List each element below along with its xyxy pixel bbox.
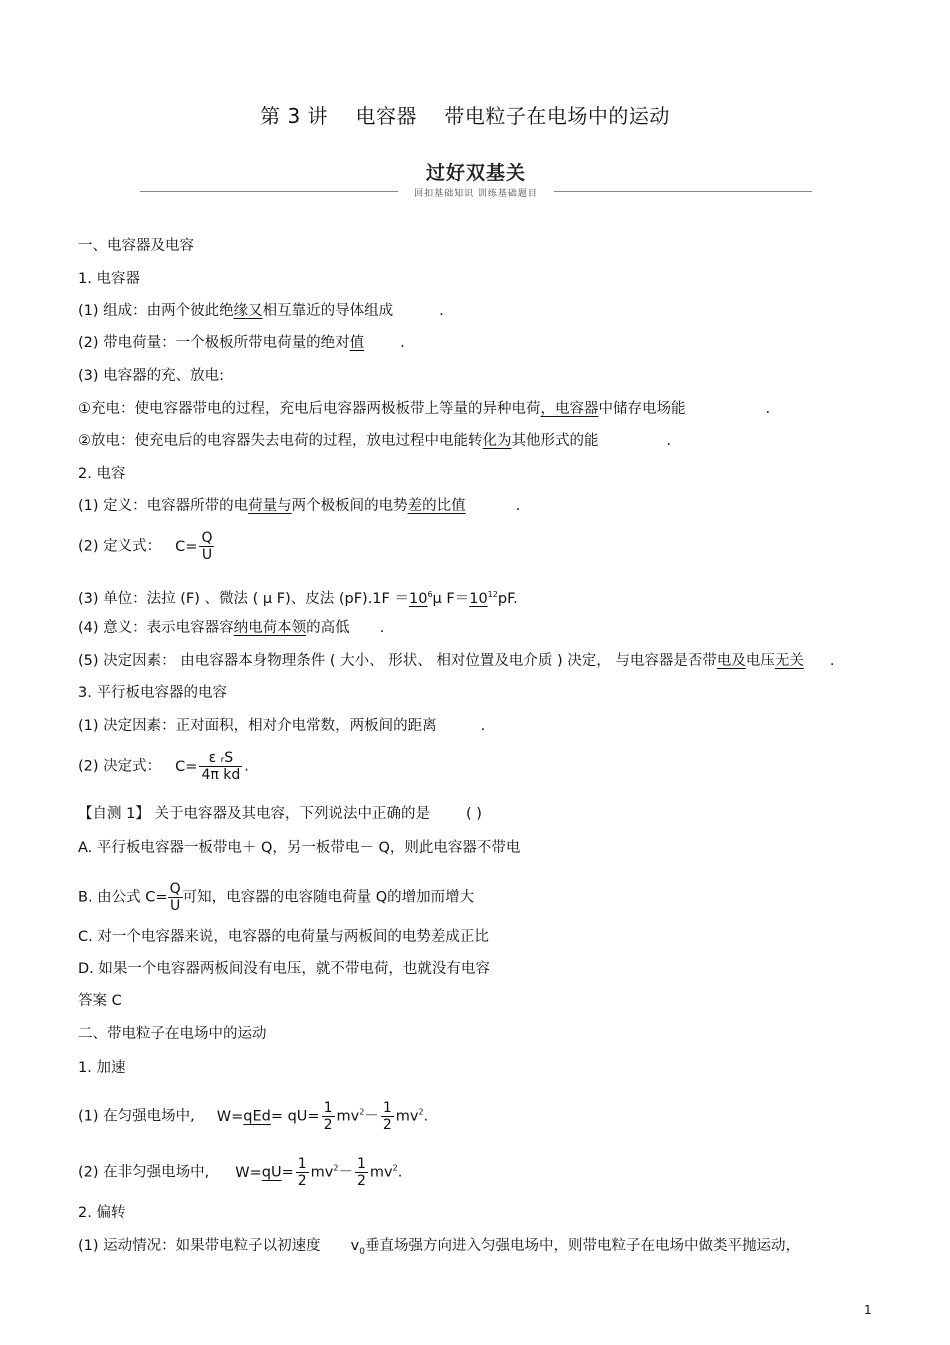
subheading-parallel-plate: [78, 683, 227, 703]
formula-text: －: [338, 1164, 353, 1181]
blank-answer: 缘又: [233, 303, 263, 319]
fraction: [322, 1100, 335, 1133]
fraction: [296, 1156, 309, 1189]
answer-line: [78, 991, 122, 1011]
text: .: [829, 653, 835, 669]
text: 垂直场强方向进入匀强电场中，则带电粒子在电场中做类平抛运动，: [364, 1238, 800, 1254]
blank-answer: qEd: [243, 1108, 271, 1125]
blank-answer: 10: [469, 590, 488, 607]
page-number: 1: [864, 1303, 872, 1317]
formula-text: W=: [235, 1164, 262, 1181]
fraction: [381, 1100, 394, 1133]
text: (5) 决定因素： 由电容器本身物理条件 ( 大小、 形状、 相对位置及电介质 ) 决定， 与电容器是否带: [78, 653, 717, 669]
blank-answer: 无关: [774, 653, 804, 669]
text: 1. 加速: [78, 1060, 126, 1076]
item-charge-discharge: [78, 366, 224, 386]
item-units: [78, 585, 518, 609]
fraction: [355, 1156, 368, 1189]
item-motion: [78, 1236, 800, 1262]
subheading-deflection: [78, 1203, 125, 1223]
item-parallel-formula: [78, 750, 249, 783]
formula-text: v: [350, 1238, 360, 1254]
section-heading-1: [78, 236, 194, 256]
text: 1. 电容器: [78, 271, 140, 287]
item-discharging: [78, 431, 671, 451]
blank-answer: 荷量与: [248, 498, 292, 514]
exponent: 6: [427, 590, 433, 599]
fraction: [199, 530, 214, 563]
text: pF.: [497, 590, 518, 607]
text: 的高低: [306, 620, 350, 636]
text: 相互靠近的导体组成: [262, 303, 394, 319]
text: (1) 在匀强电场中,: [78, 1108, 195, 1125]
text: 两个极板间的电势: [291, 498, 408, 514]
numerator: 1: [382, 1100, 392, 1116]
formula-text: mv: [310, 1164, 334, 1181]
text: .: [515, 498, 521, 514]
option-b: [78, 881, 474, 914]
text: (2) 定义式：: [78, 538, 162, 555]
subheading-acceleration: [78, 1058, 125, 1078]
text: (1) 决定因素：正对面积，相对介电常数，两板间的距离: [78, 718, 437, 734]
text: (2) 在非匀强电场中,: [78, 1164, 210, 1181]
text: (2) 决定式：: [78, 758, 162, 775]
formula-text: C=: [175, 758, 198, 775]
denominator: 2: [297, 1173, 307, 1189]
item-meaning: [78, 618, 384, 638]
item-nonuniform-field: [78, 1156, 402, 1189]
text: 二、带电粒子在电场中的运动: [78, 1026, 267, 1042]
text: A. 平行板电容器一板带电＋ Q，另一板带电－ Q，则此电容器不带电: [78, 840, 521, 856]
item-composition: [78, 301, 444, 321]
formula-text: mv: [369, 1164, 393, 1181]
exponent: 2: [418, 1107, 424, 1117]
text: (1) 定义：电容器所带的电: [78, 498, 249, 514]
item-parallel-factors: [78, 716, 485, 736]
item-uniform-field: [78, 1100, 428, 1133]
text: C. 对一个电容器来说，电容器的电荷量与两板间的电势差成正比: [78, 929, 489, 945]
numerator: 1: [356, 1156, 366, 1172]
blank-answer: 电及: [716, 653, 746, 669]
text: .: [480, 718, 486, 734]
blank-answer: ，电容器: [540, 401, 599, 417]
section-banner: [140, 158, 812, 200]
text: .: [244, 758, 249, 775]
numerator: ε ᵣS: [208, 750, 234, 766]
blank-answer: qU: [261, 1164, 282, 1181]
denominator: 2: [382, 1117, 392, 1133]
formula-text: C=: [175, 538, 198, 555]
numerator: 1: [323, 1100, 333, 1116]
item-definition-formula: [78, 530, 216, 563]
page-title: 第 3 讲 电容器 带电粒子在电场中的运动: [260, 104, 670, 128]
subscript: 0: [359, 1246, 365, 1257]
numerator: Q: [169, 881, 181, 897]
denominator: U: [199, 546, 214, 563]
text: (2) 带电荷量：一个极板所带电荷量的绝对: [78, 335, 350, 351]
numerator: 1: [297, 1156, 307, 1172]
denominator: 2: [356, 1173, 366, 1189]
text: (4) 意义：表示电容器容: [78, 620, 234, 636]
denominator: 2: [323, 1117, 333, 1133]
numerator: Q: [201, 530, 213, 546]
formula-text: mv: [395, 1108, 419, 1125]
formula-text: mv: [336, 1108, 360, 1125]
option-d: [78, 959, 490, 979]
text: 2. 偏转: [78, 1205, 126, 1221]
text: D. 如果一个电容器两板间没有电压，就不带电荷，也就没有电容: [78, 961, 490, 977]
text: ①充电：使电容器带电的过程，充电后电容器两极板带上等量的异种电荷: [78, 401, 541, 417]
text: .: [379, 620, 385, 636]
formula-text: .: [397, 1164, 403, 1181]
subheading-capacitance: [78, 464, 125, 484]
text: 一、电容器及电容: [78, 238, 194, 254]
formula-text: －: [364, 1108, 379, 1125]
banner-heading: 过好双基关: [425, 162, 526, 184]
blank-answer: 化为: [482, 433, 512, 449]
formula-text: W=: [216, 1108, 244, 1125]
text: 电压: [745, 653, 775, 669]
option-c: [78, 927, 489, 947]
text: (1) 运动情况：如果带电粒子以初速度: [78, 1238, 321, 1254]
text: .: [400, 335, 405, 351]
question-stem: [78, 804, 482, 824]
text: .: [439, 303, 444, 319]
exponent: 12: [487, 590, 498, 599]
exponent: 2: [333, 1163, 339, 1173]
exponent: 2: [392, 1163, 398, 1173]
text: .: [666, 433, 672, 449]
text: 【自测 1】 关于电容器及其电容，下列说法中正确的是: [78, 806, 430, 822]
text: (1) 组成：由两个彼此绝: [78, 303, 234, 319]
item-definition: [78, 496, 520, 516]
formula-text: .: [423, 1108, 429, 1125]
option-a: [78, 838, 520, 858]
blank-answer: 值: [349, 335, 365, 351]
text: (3) 单位：法拉 (F) 、微法 ( μ F)、皮法 (pF).1F ＝: [78, 590, 409, 607]
banner-subheading: 回扣基础知识 训练基础题目: [414, 189, 538, 199]
text: 中储存电场能: [598, 401, 686, 417]
text: 可知，电容器的电容随电荷量 Q的增加而增大: [182, 889, 475, 906]
denominator: 4π kd: [201, 767, 241, 783]
denominator: U: [168, 897, 183, 914]
text: 3. 平行板电容器的电容: [78, 685, 227, 701]
text: B. 由公式 C=: [78, 889, 168, 906]
blank-answer: 10: [408, 590, 428, 607]
text: ②放电：使充电后的电容器失去电荷的过程，放电过程中电能转: [78, 433, 483, 449]
text: μ F＝: [432, 590, 470, 607]
item-charging: [78, 399, 770, 419]
fraction: [199, 750, 242, 783]
text: 答案 C: [78, 993, 122, 1009]
blank-answer: 纳电荷本领: [233, 620, 307, 636]
fraction: [168, 881, 183, 914]
section-heading-2: [78, 1024, 267, 1044]
item-charge: [78, 333, 405, 353]
text: (3) 电容器的充、放电:: [78, 368, 225, 384]
formula-text: = qU=: [270, 1108, 320, 1125]
exponent: 2: [359, 1107, 365, 1117]
text: 2. 电容: [78, 466, 126, 482]
formula-text: =: [281, 1164, 294, 1181]
answer-bracket: ( ): [465, 806, 482, 822]
text: .: [765, 401, 771, 417]
item-determinants: [78, 651, 834, 671]
blank-answer: 差的比值: [407, 498, 466, 514]
text: 其他形式的能: [511, 433, 599, 449]
subheading-capacitor: [78, 269, 140, 289]
